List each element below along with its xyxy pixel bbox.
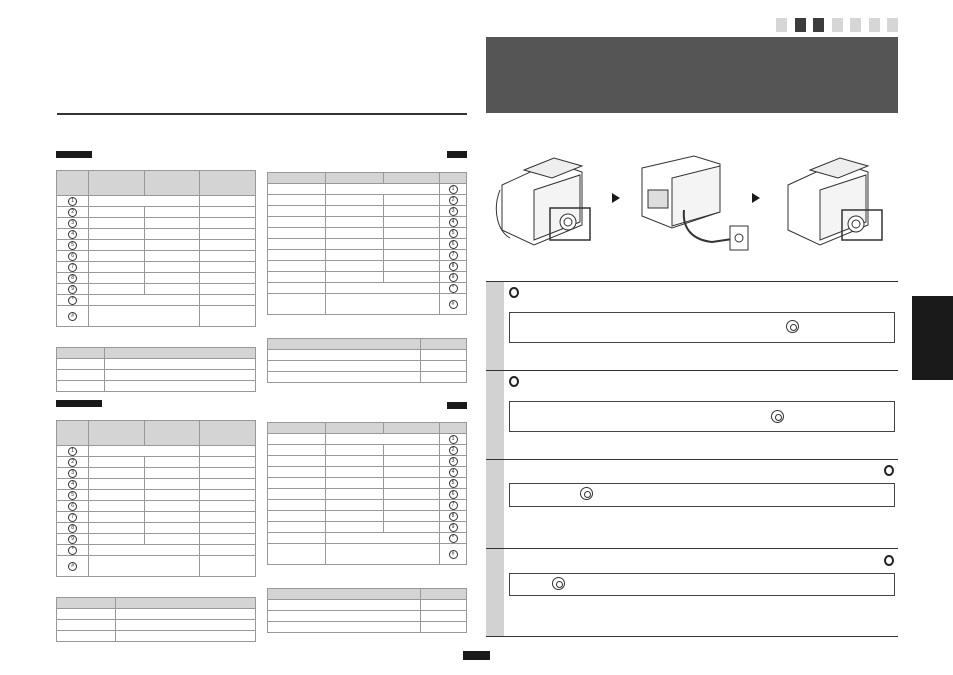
key-1-icon: 1 xyxy=(68,447,77,456)
title-banner xyxy=(486,37,898,113)
stop-key-icon xyxy=(552,577,565,590)
key-5-icon: 5 xyxy=(449,479,458,488)
key-7-icon: 7 xyxy=(449,251,458,260)
key-7-icon: 7 xyxy=(449,501,458,510)
step-2-note-box xyxy=(509,401,895,432)
key-5-icon: 5 xyxy=(449,229,458,238)
key-hash-icon: # xyxy=(68,312,77,321)
key-4-icon: 4 xyxy=(449,218,458,227)
key-8-icon: 8 xyxy=(68,274,77,283)
key-9-icon: 9 xyxy=(68,285,77,294)
key-1-icon: 1 xyxy=(449,185,458,194)
ring-bullet-icon xyxy=(509,376,519,387)
mode-table-right-1 xyxy=(267,338,467,383)
progress-square xyxy=(776,18,787,32)
key-9-icon: 9 xyxy=(449,273,458,282)
progress-square xyxy=(869,18,880,32)
mode-table-left-2 xyxy=(56,597,256,642)
ring-bullet-icon xyxy=(509,287,519,298)
key-2-icon: 2 xyxy=(68,208,77,217)
key-9-icon: 9 xyxy=(449,523,458,532)
key-table-right-1 xyxy=(267,172,467,315)
key-table-right-2 xyxy=(267,422,467,565)
step-1-note-box xyxy=(509,312,895,343)
step-divider xyxy=(486,370,898,371)
power-connection-figure xyxy=(494,150,894,262)
key-star-icon: * xyxy=(68,546,77,555)
key-hash-icon: # xyxy=(68,562,77,571)
key-6-icon: 6 xyxy=(68,252,77,261)
key-6-icon: 6 xyxy=(68,502,77,511)
left-title-rule xyxy=(57,113,467,115)
fax-machine-power-on-illustration xyxy=(788,158,882,245)
key-4-icon: 4 xyxy=(449,468,458,477)
key-6-icon: 6 xyxy=(449,240,458,249)
step-2-tab xyxy=(486,371,504,459)
key-table-left-2 xyxy=(56,420,256,577)
key-3-icon: 3 xyxy=(68,469,77,478)
ring-bullet-icon xyxy=(884,555,894,566)
stop-key-icon xyxy=(786,320,799,333)
key-star-icon: * xyxy=(449,534,458,543)
stop-key-icon xyxy=(580,487,593,500)
key-hash-icon: # xyxy=(449,300,458,309)
step-1-tab xyxy=(486,282,504,370)
key-1-icon: 1 xyxy=(449,435,458,444)
key-3-icon: 3 xyxy=(68,219,77,228)
page-number-tab xyxy=(463,651,490,660)
fax-machine-power-switch-illustration xyxy=(496,158,590,245)
progress-square xyxy=(813,18,824,32)
key-2-icon: 2 xyxy=(449,446,458,455)
fax-machine-rear-power-cord-illustration xyxy=(642,156,748,250)
section-tag-1-right xyxy=(447,151,467,158)
progress-square xyxy=(832,18,843,32)
step-4-tab xyxy=(486,549,504,636)
step-divider xyxy=(486,548,898,549)
step-4-note-box xyxy=(509,573,895,596)
key-star-icon: * xyxy=(68,296,77,305)
section-tag-2-right xyxy=(447,402,467,409)
mode-table-right-2 xyxy=(267,588,467,633)
key-5-icon: 5 xyxy=(68,241,77,250)
progress-square xyxy=(795,18,806,32)
progress-square xyxy=(850,18,861,32)
key-star-icon: * xyxy=(449,284,458,293)
key-table-left-1 xyxy=(56,170,256,327)
key-6-icon: 6 xyxy=(449,490,458,499)
key-5-icon: 5 xyxy=(68,491,77,500)
key-2-icon: 2 xyxy=(68,458,77,467)
key-4-icon: 4 xyxy=(68,230,77,239)
side-tab xyxy=(912,296,953,380)
key-3-icon: 3 xyxy=(449,457,458,466)
section-tag-1 xyxy=(56,151,92,158)
step-3-tab xyxy=(486,460,504,548)
stop-key-icon xyxy=(771,410,784,423)
key-7-icon: 7 xyxy=(68,263,77,272)
key-2-icon: 2 xyxy=(449,196,458,205)
step-divider xyxy=(486,636,898,637)
key-3-icon: 3 xyxy=(449,207,458,216)
step-3-note-box xyxy=(509,483,895,507)
key-9-icon: 9 xyxy=(68,535,77,544)
mode-table-left-1 xyxy=(56,347,256,392)
key-8-icon: 8 xyxy=(68,524,77,533)
arrow-right-icon xyxy=(752,193,760,203)
key-1-icon: 1 xyxy=(68,197,77,206)
ring-bullet-icon xyxy=(884,465,894,476)
step-divider xyxy=(486,459,898,460)
progress-square xyxy=(887,18,898,32)
step-divider xyxy=(486,281,898,282)
section-tag-2 xyxy=(56,400,102,407)
key-4-icon: 4 xyxy=(68,480,77,489)
key-7-icon: 7 xyxy=(68,513,77,522)
key-8-icon: 8 xyxy=(449,512,458,521)
key-8-icon: 8 xyxy=(449,262,458,271)
arrow-right-icon xyxy=(612,193,620,203)
key-hash-icon: # xyxy=(449,550,458,559)
